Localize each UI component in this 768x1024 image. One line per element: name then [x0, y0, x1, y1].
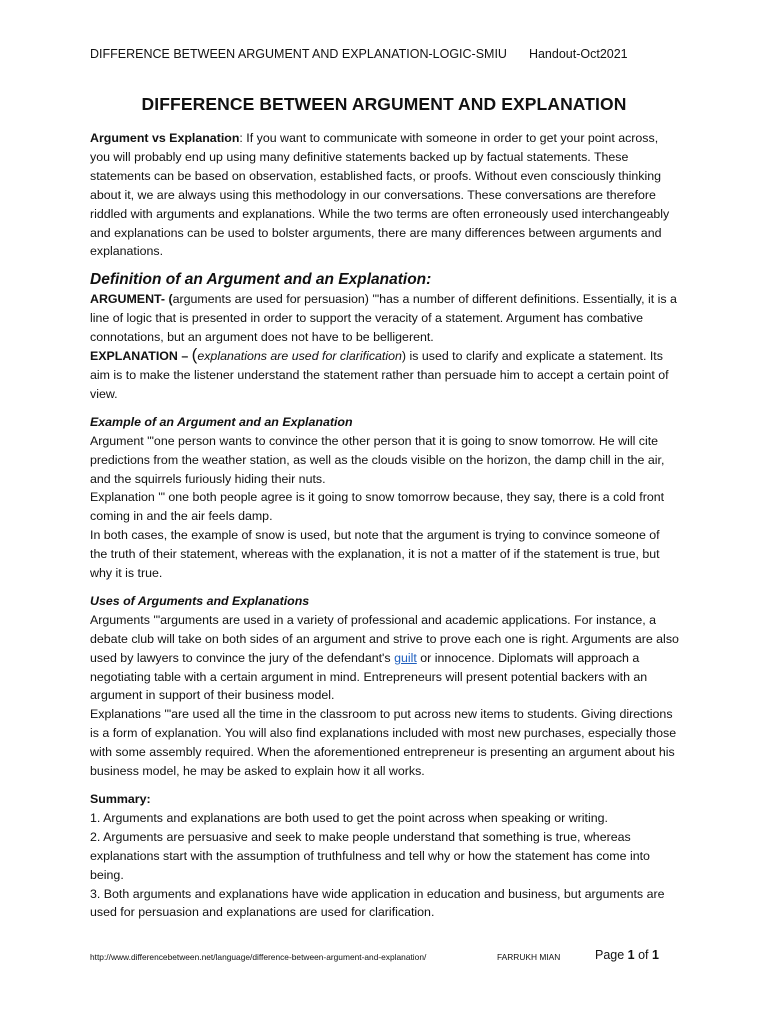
definition-heading: Definition of an Argument and an Explanation:	[90, 271, 432, 289]
summary-item-1: 1. Arguments and explanations are both used to get the point across when speaking or writing.	[90, 810, 608, 825]
explanation-paren: (	[191, 345, 198, 365]
argument-definition	[90, 290, 680, 347]
document-body	[90, 129, 680, 922]
uses-arguments	[90, 611, 680, 706]
explanation-italic: explanations are used for clarification	[197, 349, 402, 364]
summary-item-2: 2. Arguments are persuasive and seek to make people understand that something is true, whereas explanations start with the assumption of truthfulness and tell why or how the statement has come into being.	[90, 829, 650, 882]
explanation-definition	[90, 347, 680, 404]
of-word: of	[634, 948, 652, 962]
page-word: Page	[595, 948, 628, 962]
page-footer	[90, 948, 660, 968]
page-title: DIFFERENCE BETWEEN ARGUMENT AND EXPLANATION	[141, 94, 627, 114]
example-heading: Example of an Argument and an Explanation	[90, 414, 353, 429]
argument-text: arguments are used for persuasion) '"has a number of different definitions. Essentially, it is a line of logic that is presented in order to support the veracity of a statement. Argument has combative connotations, but an argument does not have to be belligerent.	[90, 292, 677, 345]
summary-heading	[90, 790, 680, 809]
summary-item-3: 3. Both arguments and explanations have wide application in education and business, but arguments are used for persuasion and explanations are used for clarification.	[90, 886, 665, 920]
source-url: http://www.differencebetween.net/language/difference-between-argument-and-explanation/	[90, 952, 427, 962]
explanation-text: ) is used to clarify and explicate a statement. Its aim is to make the listener understand the statement rather than persuade him to accept a certain point of view.	[90, 349, 669, 401]
page-total: 1	[652, 948, 659, 962]
intro-label: Argument vs Explanation	[90, 131, 240, 145]
example-argument: Argument '"one person wants to convince the other person that it is going to snow tomorrow. He will cite predictions from the weather station, as well as the clouds visible on the horizon, the damp chill in the air, and the squirrels furiously hiding their nuts.	[90, 433, 665, 486]
page-number	[595, 948, 659, 962]
example-comparison: In both cases, the example of snow is used, but note that the argument is trying to convince someone of the truth of their statement, whereas with the explanation, it is not a matter of if the statement is true, but why it is true.	[90, 528, 660, 581]
uses-heading: Uses of Arguments and Explanations	[90, 593, 310, 608]
uses-arguments-text-1: Arguments '"arguments are used in a variety of professional and academic applications. For instance, a debate club will take on both sides of an argument and strive to prove each one is right. Arguments are also used by lawyers to convince the jury of the defendant's	[90, 612, 679, 665]
guilt-link[interactable]: guilt	[394, 650, 417, 665]
author-name: FARRUKH MIAN	[497, 952, 561, 962]
explanation-label: EXPLANATION –	[90, 349, 192, 364]
header-right: Handout-Oct2021	[528, 47, 628, 61]
uses-arguments-text-2: or innocence. Diplomats will approach a negotiating table with a certain argument in mind. Entrepreneurs will present potential backers with an argument in support of their business model.	[90, 650, 648, 703]
page-current: 1	[627, 948, 635, 962]
page-header	[90, 47, 628, 61]
argument-label: ARGUMENT- (	[90, 292, 173, 307]
intro-text: : If you want to communicate with someone in order to get your point across, you will probably end up using many definitive statements backed up by factual statements. These statements can be based on observation, established facts, or proofs. Without even consciously thinking about it, we are always using this methodology in our conversations. These conversations are therefore riddled with arguments and explanations. While the two terms are often erroneously used interchangeably and explanations can be used to bolster arguments, there are many differences between arguments and explanations.	[90, 131, 670, 259]
intro-paragraph	[90, 129, 680, 261]
example-explanation: Explanation '" one both people agree is it going to snow tomorrow because, they say, there is a cold front coming in and the air feels damp.	[90, 490, 665, 524]
header-left: DIFFERENCE BETWEEN ARGUMENT AND EXPLANATION-LOGIC-SMIU	[90, 47, 507, 61]
summary-heading-text: Summary:	[90, 792, 151, 806]
uses-explanations: Explanations '"are used all the time in the classroom to put across new items to students. Giving directions is a form of explanation. You will also find explanations included with most new purchases, especially those with some assembly required. When the aforementioned entrepreneur is presenting an argument about his business model, he may be asked to explain how it all works.	[90, 707, 677, 779]
